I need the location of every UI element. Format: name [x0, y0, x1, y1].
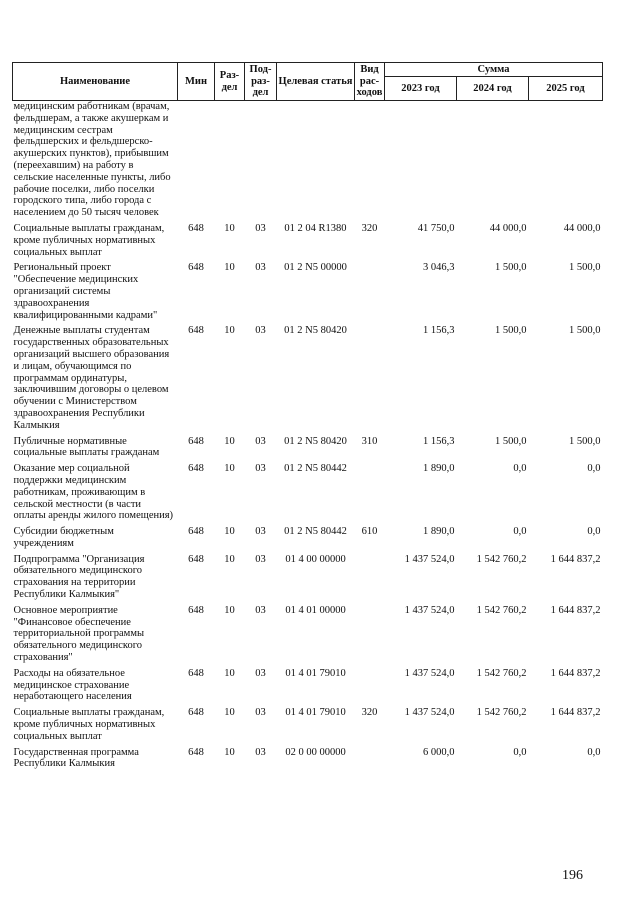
cell-razdel: 10 — [224, 667, 235, 679]
cell-target: 01 4 01 00000 — [285, 604, 346, 616]
table-row — [13, 707, 603, 746]
cell-target: 01 4 01 79010 — [285, 667, 346, 679]
cell-y2024: 0,0 — [513, 463, 527, 475]
cell-y2024: 1 542 760,2 — [476, 707, 527, 719]
cell-min: 648 — [188, 667, 204, 679]
cell-target: 01 2 N5 80442 — [284, 463, 347, 475]
cell-y2024: 0,0 — [513, 526, 527, 538]
cell-y2025: 1 644 837,2 — [550, 604, 601, 616]
table-row — [13, 747, 603, 775]
table-row — [13, 605, 603, 668]
cell-min: 648 — [188, 463, 204, 475]
cell-y2025: 1 500,0 — [569, 325, 601, 337]
cell-podrazdel: 03 — [255, 746, 266, 758]
cell-podrazdel: 03 — [255, 222, 266, 234]
table-row — [13, 436, 603, 464]
cell-name: медицинским работникам (врачам, фельдшерам, а также акушеркам и медицинским сестрам фельдшерских и фельдшерско-акушерских пунктов), прибывшим (переехавшим) на работу в сельские населенные пункты, либо рабочие поселки, либо поселки городского типа, либо города с населением до 50 тысяч человек — [13, 101, 171, 219]
cell-min: 648 — [188, 435, 204, 447]
table-row — [13, 262, 603, 325]
cell-y2024: 1 542 760,2 — [476, 667, 527, 679]
header-target: Целевая статья — [277, 63, 355, 101]
cell-y2024: 44 000,0 — [489, 222, 527, 234]
cell-min: 648 — [188, 707, 204, 719]
cell-target: 01 2 N5 80420 — [284, 325, 347, 337]
cell-y2025: 0,0 — [587, 463, 601, 475]
table-row — [13, 463, 603, 526]
cell-min: 648 — [188, 262, 204, 274]
cell-y2023: 6 000,0 — [423, 746, 455, 758]
cell-target — [277, 101, 355, 223]
cell-y2025: 1 500,0 — [569, 435, 601, 447]
header-razdel: Раз-дел — [215, 63, 245, 101]
table-row — [13, 526, 603, 554]
cell-podrazdel: 03 — [255, 667, 266, 679]
cell-podrazdel: 03 — [255, 526, 266, 538]
cell-y2025: 0,0 — [587, 526, 601, 538]
cell-y2023: 3 046,3 — [423, 262, 455, 274]
cell-podrazdel: 03 — [255, 604, 266, 616]
table-row — [13, 554, 603, 605]
cell-target: 01 4 00 00000 — [285, 553, 346, 565]
cell-y2023: 1 890,0 — [423, 463, 455, 475]
cell-y2025: 1 644 837,2 — [550, 707, 601, 719]
cell-y2025: 1 644 837,2 — [550, 553, 601, 565]
cell-podrazdel: 03 — [255, 262, 266, 274]
cell-target: 02 0 00 00000 — [285, 746, 346, 758]
cell-podrazdel: 03 — [255, 707, 266, 719]
cell-vid — [355, 747, 385, 775]
cell-razdel: 10 — [224, 262, 235, 274]
cell-razdel: 10 — [224, 222, 235, 234]
cell-razdel: 10 — [224, 526, 235, 538]
cell-target: 01 2 N5 00000 — [284, 262, 347, 274]
cell-razdel: 10 — [224, 435, 235, 447]
cell-y2023: 1 156,3 — [423, 435, 455, 447]
cell-name: Денежные выплаты студентам государственных образовательных организаций высшего образования и лицам, обучающимся по программам ординатуры, заключившим договоры о целевом обучении с Министерством здравоохранения Республики Калмыкия — [13, 325, 170, 431]
cell-y2023: 1 890,0 — [423, 526, 455, 538]
cell-min: 648 — [188, 526, 204, 538]
cell-vid: 320 — [361, 222, 378, 234]
cell-name: Субсидии бюджетным учреждениям — [13, 526, 114, 549]
cell-y2024: 1 500,0 — [495, 435, 527, 447]
cell-podrazdel — [245, 101, 277, 223]
cell-name: Публичные нормативные социальные выплаты гражданам — [13, 435, 160, 459]
cell-y2024: 1 500,0 — [495, 262, 527, 274]
cell-podrazdel: 03 — [255, 463, 266, 475]
cell-razdel: 10 — [224, 746, 235, 758]
cell-vid — [355, 325, 385, 435]
cell-y2023: 1 156,3 — [423, 325, 455, 337]
table-row — [13, 101, 603, 223]
cell-razdel: 10 — [224, 325, 235, 337]
cell-razdel: 10 — [224, 553, 235, 565]
cell-razdel: 10 — [224, 707, 235, 719]
cell-vid: 320 — [361, 707, 378, 719]
cell-y2023 — [385, 101, 457, 223]
header-vid: Вид рас-ходов — [355, 63, 385, 101]
budget-table-page — [12, 62, 602, 774]
cell-target: 01 2 04 R1380 — [284, 222, 347, 234]
cell-y2025: 44 000,0 — [563, 222, 601, 234]
cell-vid — [355, 668, 385, 707]
table-body — [13, 101, 603, 775]
cell-vid — [355, 554, 385, 605]
cell-podrazdel: 03 — [255, 435, 266, 447]
cell-vid: 310 — [361, 435, 378, 447]
cell-name: Расходы на обязательное медицинское страхование неработающего населения — [13, 667, 132, 703]
cell-name: Оказание мер социальной поддержки медицинским работникам, проживающим в сельской местности (в части оплаты аренды жилого помещения) — [13, 463, 174, 522]
cell-name: Социальные выплаты гражданам, кроме публичных нормативных социальных выплат — [13, 222, 165, 258]
cell-podrazdel: 03 — [255, 553, 266, 565]
cell-y2025: 1 644 837,2 — [550, 667, 601, 679]
header-podrazdel: Под-раз-дел — [245, 63, 277, 101]
table-row — [13, 668, 603, 707]
table-row — [13, 223, 603, 262]
cell-min: 648 — [188, 604, 204, 616]
cell-target: 01 2 N5 80442 — [284, 526, 347, 538]
cell-y2023: 41 750,0 — [417, 222, 455, 234]
cell-razdel: 10 — [224, 604, 235, 616]
cell-y2023: 1 437 524,0 — [404, 604, 455, 616]
cell-vid — [355, 605, 385, 668]
cell-razdel — [215, 101, 245, 223]
cell-y2024 — [457, 101, 529, 223]
cell-min: 648 — [188, 222, 204, 234]
cell-min — [178, 101, 215, 223]
cell-podrazdel: 03 — [255, 325, 266, 337]
header-year-2025: 2025 год — [529, 77, 603, 101]
header-year-2023: 2023 год — [385, 77, 457, 101]
cell-razdel: 10 — [224, 463, 235, 475]
header-sum: Сумма — [385, 63, 603, 77]
cell-target: 01 2 N5 80420 — [284, 435, 347, 447]
cell-y2023: 1 437 524,0 — [404, 707, 455, 719]
cell-vid: 610 — [361, 526, 378, 538]
cell-y2024: 1 542 760,2 — [476, 553, 527, 565]
cell-vid — [355, 262, 385, 325]
cell-name: Подпрограмма "Организация обязательного медицинского страхования на территории Республики Калмыкия" — [13, 553, 145, 601]
cell-name: Региональный проект "Обеспечение медицинских организаций системы здравоохранения квалифицированными кадрами" — [13, 262, 158, 321]
cell-min: 648 — [188, 325, 204, 337]
cell-y2025 — [529, 101, 603, 223]
cell-y2025: 1 500,0 — [569, 262, 601, 274]
cell-y2024: 0,0 — [513, 746, 527, 758]
cell-min: 648 — [188, 553, 204, 565]
header-year-2024: 2024 год — [457, 77, 529, 101]
cell-name: Основное мероприятие "Финансовое обеспечение территориальной программы обязательного медицинского страхования" — [13, 604, 145, 664]
cell-name: Государственная программа Республики Калмыкия — [13, 746, 139, 770]
cell-vid — [355, 463, 385, 526]
header-name: Наименование — [13, 63, 178, 101]
cell-y2024: 1 542 760,2 — [476, 604, 527, 616]
cell-min: 648 — [188, 746, 204, 758]
table-row — [13, 325, 603, 435]
cell-vid — [355, 101, 385, 223]
cell-y2025: 0,0 — [587, 746, 601, 758]
cell-name: Социальные выплаты гражданам, кроме публичных нормативных социальных выплат — [13, 707, 165, 742]
page-number: 196 — [562, 868, 583, 883]
cell-target: 01 4 01 79010 — [285, 707, 346, 719]
cell-y2023: 1 437 524,0 — [404, 667, 455, 679]
header-min: Мин — [178, 63, 215, 101]
cell-y2023: 1 437 524,0 — [404, 553, 455, 565]
budget-table — [12, 62, 603, 774]
cell-y2024: 1 500,0 — [495, 325, 527, 337]
